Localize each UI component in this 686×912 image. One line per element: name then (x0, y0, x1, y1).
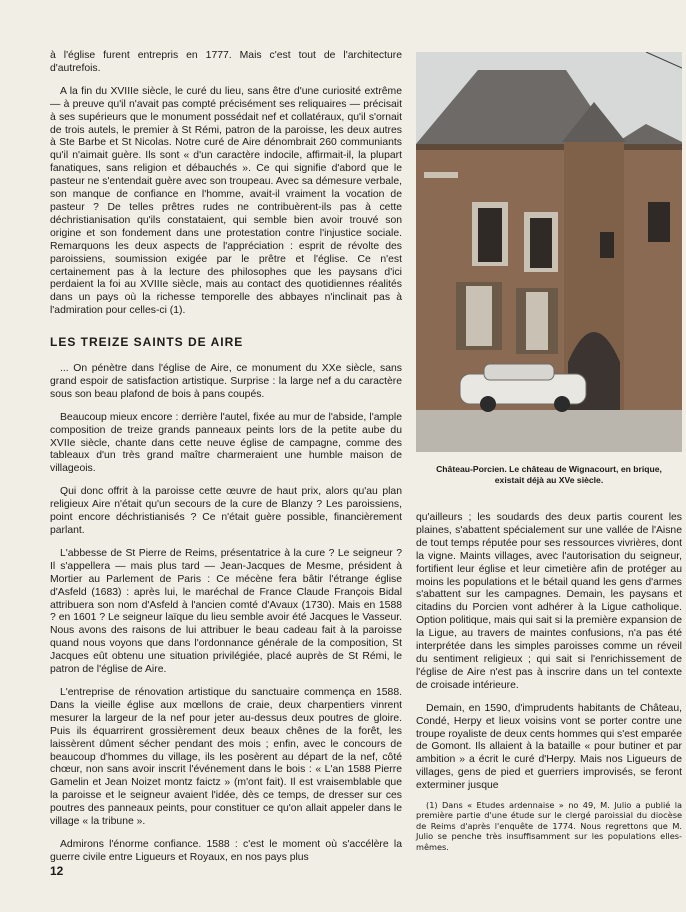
paragraph: Admirons l'énorme confiance. 1588 : c'est le moment où s'accélère la guerre civile entre Ligueurs et Royaux, en nos pays plus (50, 838, 402, 863)
photo-caption (416, 464, 682, 486)
caption-line: Château-Porcien. Le château de Wignacourt, en brique, (436, 464, 662, 474)
window-frame (526, 292, 548, 350)
paragraph: Qui donc offrit à la paroisse cette œuvre de haut prix, alors qu'au plan religieux Aire n'était qu'un secours de la cure de Blanzy ? Les paroissiens, point encore déchristianisés ? Ce n'était guère possible, financièrement parlant. (50, 486, 402, 536)
cornice (416, 144, 682, 150)
paragraph: Beaucoup mieux encore : derrière l'autel, fixée au mur de l'abside, l'ample composition de treize grands panneaux peints lors de la petite aube du XVIIe siècle, chante dans cette neuve église de campagne, comme des tableaux d'un très grand maître charmeraient une humble maison de villageois. (50, 411, 402, 475)
window-frame (466, 286, 492, 346)
window (530, 218, 552, 268)
right-column (416, 512, 682, 803)
chateau-illustration (416, 52, 682, 452)
window-lintel (424, 172, 458, 178)
tower-window (600, 232, 614, 258)
car-wheel (554, 396, 570, 412)
paragraph: qu'ailleurs ; les soudards des deux partis courent les plaines, s'abattent spécialement sur une vallée de l'Aisne de tout temps réputée pour ses ressources vivrières, dont la vigne. Maints villages, avec l'autorisation du seigneur, fortifient leur église et leur cimetière afin de protéger au moins les populations et le bétail quand les gens d'armes s'abattent sur les campagnes. Demain, les paysans et citadins du Porcien vont adhérer à la Ligue catholique. Option politique, mais qui sait si la première expansion de la Ligue, au travers de maintes confusions, n'a pas été interprétée dans les simples paroisses comme un réveil du sentiment religieux ; qui sait si l'enrichissement de l'église de Aire n'est pas à inscrire dans un tel contexte de croisade intérieure. (416, 512, 682, 691)
paragraph: A la fin du XVIIIe siècle, le curé du lieu, sans être d'une curiosité extrême — à preuve qu'il n'avait pas compté précisément ses reliquaires — précisait à ses supérieurs que le monument possédait nef et collatéraux, qu'il s'ornait de trois autels, le premier à St Rémi, patron de la paroisse, les deux autres à Ste Barbe et St Nicolas. Notre curé de Aire dénombrait 260 communiants qu'il n'aimait guère. Ils sont « d'un caractère indocile, affirmait-il, la plupart fanatiques, sans religion et débauchés ». Ce qui signifie d'abord que le pasteur ne s'entendait guère avec son troupeau. Avec sa démesure verbale, son manque de confiance en l'homme, avait-il vraiment la vocation de pasteur ? De telles prêtres rudes ne contribuèrent-ils pas à cette déchristianisation qu'ils constataient, qui semble bien avoir trouvé son origine et son fondement dans une protestation contre l'injustice sociale. Remarquons les deux aspects de l'appréciation : esprit de révolte des paroissiens, soumission exigée par le prêtre et l'église. Ce n'est certainement pas à la lecture des philosophes que les paysans d'ici perdaient la foi au XVIIIe siècle, mais au contact des quotidiennes réalités dans un pays où la richesse temporelle des abbayes n'inclinait pas à l'admiration pour celles-ci (1). (50, 85, 402, 317)
paragraph: ... On pénètre dans l'église de Aire, ce monument du XXe siècle, sans grand espoir de satisfaction artistique. Surprise : la large nef a du caractère sous son beau plafond de bois à pans coupés. (50, 363, 402, 400)
section-heading: LES TREIZE SAINTS DE AIRE (50, 335, 244, 350)
caption-line: existait déjà au XVe siècle. (494, 475, 604, 485)
paragraph: L'abbesse de St Pierre de Reims, présentatrice à la cure ? Le seigneur ? Il s'appellera — mais plus tard — Jean-Jacques de Mesme, président à Mortier au Parlement de Paris : Ce mécène fera bâtir l'étrange église d'Asfeld (1683) : après lui, le maréchal de France Claude François Bidal attribuera son nom d'Asfeld à l'ancien comté d'Avaux (1730). Mais en 1588 ? en 1601 ? Le seigneur laïque du lieu semble avoir été Jacques le Vasseur. Nous avons des raisons de lui attribuer le beau cadeau fait à la paroisse quand nous voyons que dans l'ordonnance générale de la composition, St Jacques eût obtenu une situation privilégiée, placé auprès de St Rémi, le patron de l'église de Aire. (50, 547, 402, 676)
car-cabin (484, 364, 554, 380)
chateau-photo (416, 52, 682, 452)
paragraph: L'entreprise de rénovation artistique du sanctuaire commença en 1588. Dans la vieille église aux mœllons de craie, deux charpentiers vinrent mesurer la largeur de la nef pour jeter au-dessus deux poutres de gloire. Puis ils équarrirent grossièrement deux beaux chênes de la forêt, les laissèrent dûment sécher pendant des mois ; enfin, avec le concours de beaucoup d'hommes du village, ils les posèrent au départ de la nef, côté chœur, non sans avoir inscrit l'événement dans le bois : « L'an 1588 Pierre Gamelin et Jean Noizet montz faictz » (m'ont fait). Il est vraisemblable que la paroisse et le seigneur avaient l'idée, dès ce temps, de dresser sur ces poutres des panneaux peints, pour constituer ce qu'on allait appeler dans le village « la tribune ». (50, 686, 402, 828)
left-column (50, 50, 402, 875)
paragraph: Demain, en 1590, d'imprudents habitants de Château, Condé, Herpy et lieux voisins vont se porter contre une troupe royaliste de deux cents hommes qui s'est emparée de Gomont. Ils allaient à la bataille « pour butiner et par ambition » a écrit le curé d'Herpy. Mais nos Ligueurs de villages, gens de pied et guerriers improvisés, se feront exterminer jusque (416, 702, 682, 792)
car-wheel (480, 396, 496, 412)
page-number: 12 (50, 864, 64, 878)
paragraph: à l'église furent entrepris en 1777. Mais c'est tout de l'architecture d'autrefois. (50, 50, 402, 74)
window (478, 208, 502, 262)
footnote: (1) Dans « Etudes ardennaise » no 49, M. Julio a publié la première partie d'une étude sur le clergé paroissial du diocèse de Reims d'après l'enquête de 1774. Nous regrettons que M. Julio se penche très insuffisamment sur les populations elles-mêmes. (416, 800, 682, 852)
pavement (416, 410, 682, 452)
side-window (648, 202, 670, 242)
